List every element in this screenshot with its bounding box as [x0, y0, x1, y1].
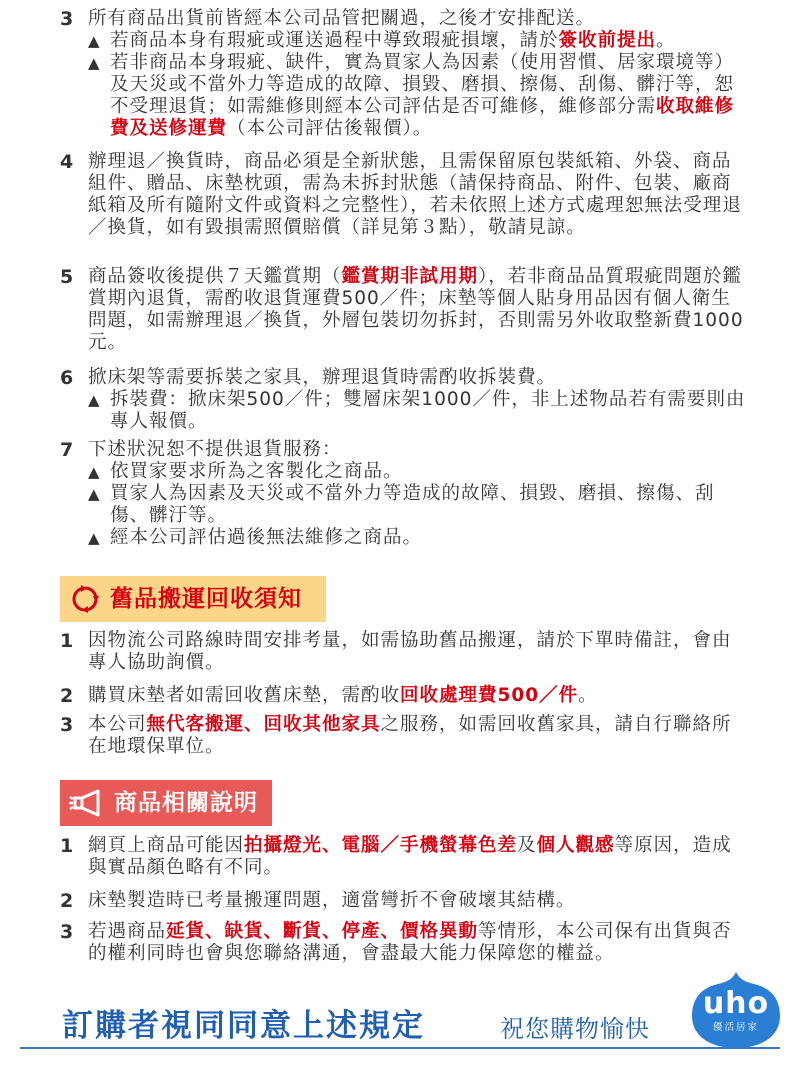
return-item-4	[60, 151, 750, 261]
item-number: 4	[60, 151, 74, 173]
text-span: 網頁上商品可能因	[88, 835, 245, 856]
triangle-bullet-icon: ▲	[88, 32, 100, 50]
sub-point-text	[110, 52, 750, 140]
item-text	[88, 714, 750, 758]
sub-point	[88, 30, 750, 52]
item-number: 3	[60, 8, 74, 30]
item-text	[88, 151, 750, 239]
section-title: 商品相關說明	[114, 790, 258, 816]
text-span: （本公司評估後報價）。	[227, 118, 433, 139]
recycle-section-header	[60, 576, 326, 622]
return-item-6	[60, 367, 750, 433]
item-number: 2	[60, 890, 74, 912]
sub-point	[88, 461, 750, 483]
item-text: 所有商品出貨前皆經本公司品管把關過，之後才安排配送。	[88, 8, 596, 29]
product-item-1	[60, 835, 750, 879]
uho-logo	[690, 970, 782, 1050]
triangle-bullet-icon: ▲	[88, 54, 100, 72]
agreement-statement: 訂購者視同同意上述規定	[62, 1008, 425, 1044]
text-span: 等原因，造成與實品顏色略有不同。	[88, 835, 732, 878]
item-text: 掀床架等需要拆裝之家具，辦理退貨時需酌收拆裝費。	[88, 367, 557, 388]
item-number: 5	[60, 266, 74, 288]
text-span: ），若非商品品質瑕疵問題於鑑賞期內退貨，需酌收退貨運費500／件；床墊等個人貼身用品因有個人衛生問題，如需辦理退／換貨，外層包裝切勿拆封，否則需另外收取整新費1000元。	[88, 266, 744, 353]
text-span: 若遇商品	[88, 921, 167, 942]
text-span: 若商品本身有瑕疵或運送過程中導致瑕疵損壞，請於	[110, 30, 559, 51]
item-number: 7	[60, 439, 74, 461]
sub-point	[88, 483, 750, 527]
highlighted-text: 個人觀感	[536, 835, 615, 856]
return-item-3	[60, 8, 750, 140]
highlighted-text: 回收處理費500／件	[400, 685, 579, 706]
item-text	[88, 890, 750, 912]
text-span: 等情形，本公司保有出貨與否的權利同時也會與您聯絡溝通，會盡最大能力保障您的權益。	[88, 921, 732, 964]
item-text	[88, 685, 750, 707]
logo-brand-text: uho	[702, 986, 770, 1021]
item-text	[88, 921, 750, 965]
text-span: 因物流公司路線時間安排考量，如需協助舊品搬運，請於下單時備註，會由專人協助詢價。	[88, 630, 732, 673]
sub-point	[88, 527, 750, 549]
text-span: 買家人為因素及天災或不當外力等造成的故障、損毀、磨損、擦傷、刮傷、髒汙等。	[110, 483, 715, 526]
item-text	[88, 266, 750, 354]
text-span: 。	[656, 30, 676, 51]
recycle-item-1	[60, 630, 750, 674]
text-span: 依買家要求所為之客製化之商品。	[110, 461, 403, 482]
item-text	[88, 835, 750, 879]
item-number: 2	[60, 685, 74, 707]
return-item-7	[60, 439, 750, 559]
triangle-bullet-icon: ▲	[88, 463, 100, 481]
item-number: 6	[60, 367, 74, 389]
sub-point-text	[110, 389, 750, 433]
product-item-2	[60, 890, 750, 912]
sub-point	[88, 389, 750, 433]
highlighted-text: 無代客搬運、回收其他家具	[146, 714, 381, 735]
triangle-bullet-icon: ▲	[88, 529, 100, 547]
highlighted-text: 延貨、缺貨、斷貨、停產、價格異動	[166, 921, 479, 942]
highlighted-text: 簽收前提出	[558, 30, 657, 51]
recycle-item-2	[60, 685, 750, 707]
text-span: 及	[517, 835, 537, 856]
closing-greeting: 祝您購物愉快	[500, 1015, 650, 1043]
sub-point	[88, 52, 750, 140]
sub-point-text	[110, 527, 750, 549]
item-number: 3	[60, 714, 74, 736]
triangle-bullet-icon: ▲	[88, 485, 100, 503]
item-number: 1	[60, 630, 74, 652]
return-item-5	[60, 266, 750, 354]
sub-point-text	[110, 483, 750, 527]
item-text: 下述狀況恕不提供退貨服務：	[88, 439, 342, 460]
text-span: 若非商品本身瑕疵、缺件，實為買家人為因素（使用習慣、居家環境等）及天災或不當外力等造成的故障、損毀、磨損、擦傷、刮傷、髒汙等，恕不受理退貨；如需維修則經本公司評估是否可維修，維修部分需	[110, 52, 735, 117]
recycle-icon	[70, 584, 100, 614]
megaphone-icon	[68, 789, 108, 817]
text-span: 之服務，如需回收舊家具，請自行聯絡所在地環保單位。	[88, 714, 732, 757]
text-span: 辦理退／換貨時，商品必須是全新狀態，且需保留原包裝紙箱、外袋、商品組件、贈品、床墊枕頭，需為未拆封狀態（請保持商品、附件、包裝、廠商紙箱及所有隨附文件或資料之完整性），若未依照上述方式處理恕無法受理退／換貨，如有毀損需照價賠償（詳見第３點），敬請見諒。	[88, 151, 742, 238]
triangle-bullet-icon: ▲	[88, 391, 100, 409]
text-span: 購買床墊者如需回收舊床墊，需酌收	[88, 685, 401, 706]
text-span: 拆裝費：掀床架500／件；雙層床架1000／件，非上述物品若有需要則由專人報價。	[110, 389, 746, 432]
text-span: 經本公司評估過後無法維修之商品。	[110, 527, 423, 548]
item-text	[88, 630, 750, 674]
highlighted-text: 鑑賞期非試用期	[341, 266, 479, 287]
item-number: 1	[60, 835, 74, 857]
recycle-item-3	[60, 714, 750, 758]
text-span: 商品簽收後提供７天鑑賞期（	[88, 266, 342, 287]
product-item-3	[60, 921, 750, 965]
text-span: 床墊製造時已考量搬運問題，適當彎折不會破壞其結構。	[88, 890, 576, 911]
logo-tagline: 優活居家	[712, 1022, 759, 1033]
bottom-divider	[20, 1047, 780, 1049]
text-span: 本公司	[88, 714, 147, 735]
section-title: 舊品搬運回收須知	[110, 586, 302, 612]
sub-point-text	[110, 30, 750, 52]
product-section-header	[60, 780, 272, 826]
text-span: 。	[578, 685, 598, 706]
sub-point-text	[110, 461, 750, 483]
item-number: 3	[60, 921, 74, 943]
highlighted-text: 拍攝燈光、電腦／手機螢幕色差	[244, 835, 518, 856]
highlighted-text: 收取維修費及送修運費	[110, 96, 735, 139]
